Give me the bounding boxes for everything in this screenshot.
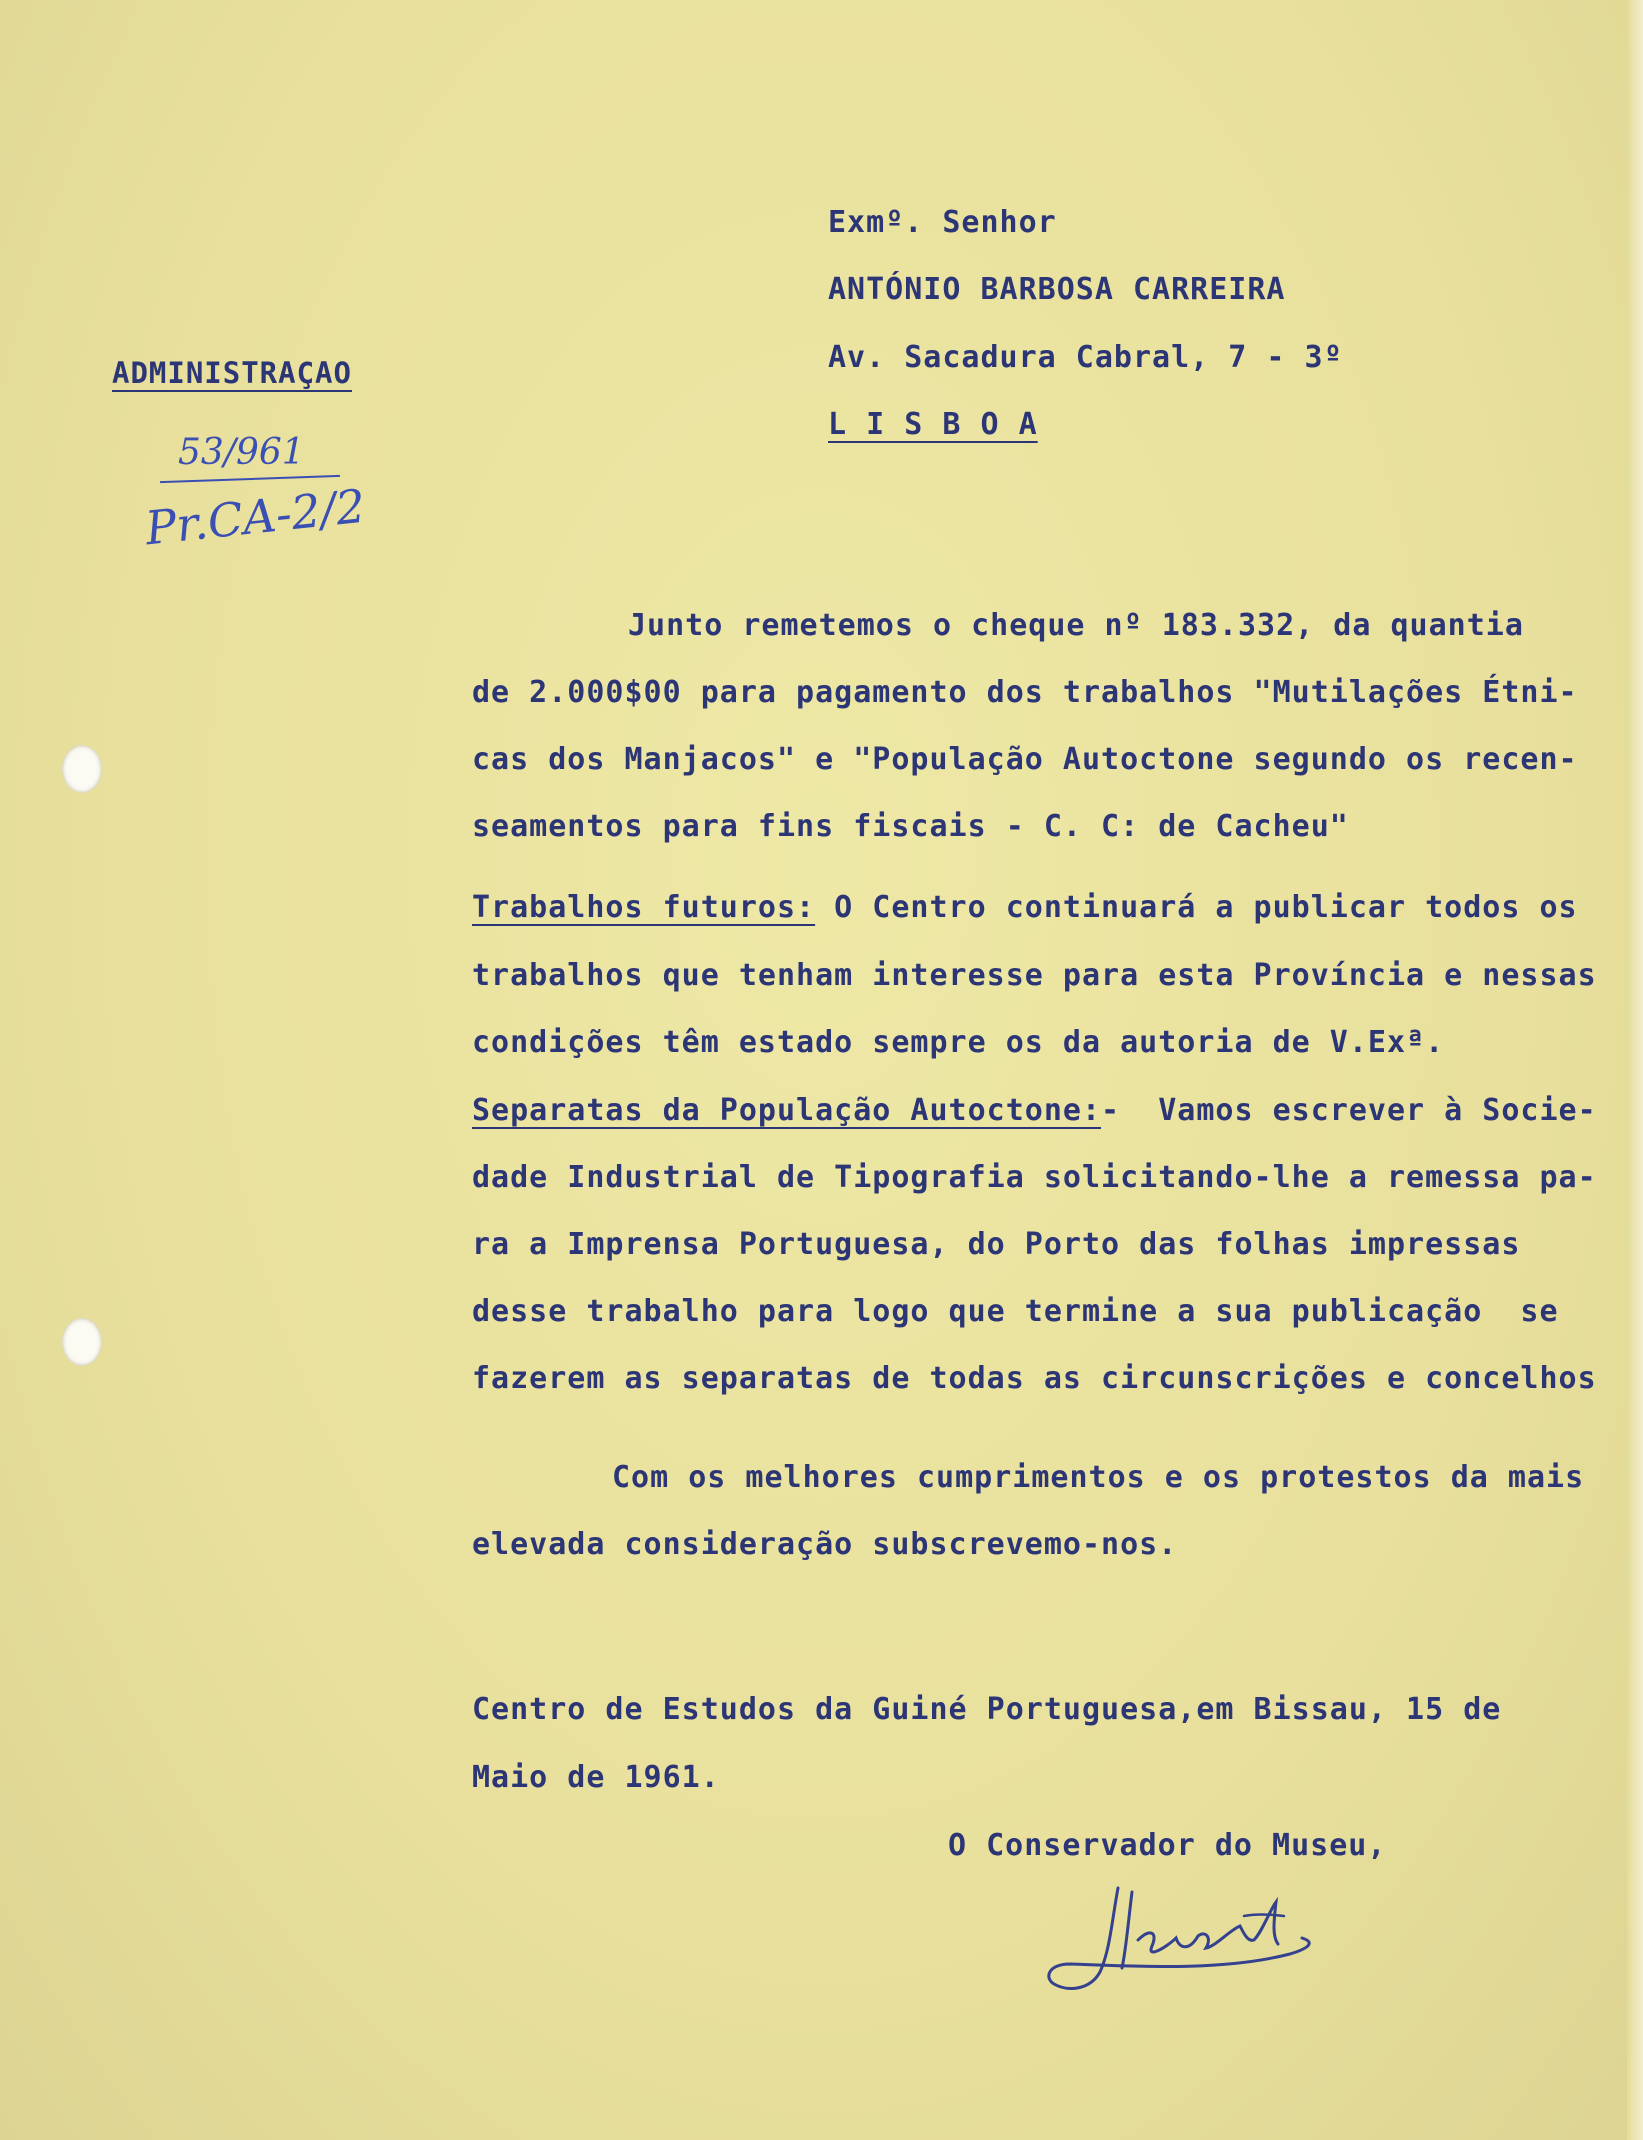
para3-line-1 bbox=[472, 1093, 1597, 1128]
admin-heading: ADMINISTRAÇAO bbox=[112, 356, 352, 390]
closing-line-2: elevada consideração subscrevemo-nos. bbox=[472, 1527, 1178, 1562]
address-name: ANTÓNIO BARBOSA CARREIRA bbox=[828, 272, 1286, 307]
address-city: L I S B O A bbox=[828, 407, 1038, 442]
para3-line-1-rest: - Vamos escrever à Socie- bbox=[1101, 1093, 1597, 1128]
address-street: Av. Sacadura Cabral, 7 - 3º bbox=[828, 340, 1343, 375]
paper-edge bbox=[1627, 0, 1643, 2140]
para1-line-3: cas dos Manjacos" e "População Autoctone segundo os recen- bbox=[472, 742, 1578, 777]
handwritten-underline bbox=[160, 475, 340, 483]
para3-line-3: ra a Imprensa Portuguesa, do Porto das folhas impressas bbox=[472, 1227, 1521, 1262]
place-date-line-1: Centro de Estudos da Guiné Portuguesa,em Bissau, 15 de bbox=[472, 1692, 1502, 1727]
punch-hole-bottom bbox=[62, 1318, 102, 1366]
handwritten-ref-code: Pr.CA-2/2 bbox=[142, 478, 368, 556]
address-salutation: Exmº. Senhor bbox=[828, 205, 1057, 240]
handwritten-signature bbox=[1040, 1880, 1340, 2010]
handwritten-ref-number: 53/961 bbox=[178, 432, 305, 473]
closing-line-1: Com os melhores cumprimentos e os protestos da mais bbox=[612, 1460, 1585, 1495]
para3-line-4: desse trabalho para logo que termine a sua publicação se bbox=[472, 1294, 1559, 1329]
para2-line-3: condições têm estado sempre os da autoria de V.Exª. bbox=[472, 1025, 1445, 1060]
para1-line-2: de 2.000$00 para pagamento dos trabalhos "Mutilações Étni- bbox=[472, 675, 1578, 710]
punch-hole-top bbox=[62, 745, 102, 793]
signer-title: O Conservador do Museu, bbox=[948, 1828, 1387, 1863]
para2-line-2: trabalhos que tenham interesse para esta Província e nessas bbox=[472, 958, 1597, 993]
para2-line-1 bbox=[472, 890, 1578, 925]
place-date-line-2: Maio de 1961. bbox=[472, 1760, 720, 1795]
para1-line-1: Junto remetemos o cheque nº 183.332, da quantia bbox=[628, 608, 1524, 643]
para1-line-4: seamentos para fins fiscais - C. C: de Cacheu" bbox=[472, 809, 1349, 844]
para3-line-2: dade Industrial de Tipografia solicitando-lhe a remessa pa- bbox=[472, 1160, 1597, 1195]
para3-line-5: fazerem as separatas de todas as circunscrições e concelhos bbox=[472, 1361, 1597, 1396]
para2-line-1-rest: O Centro continuará a publicar todos os bbox=[815, 890, 1578, 925]
para2-label: Trabalhos futuros: bbox=[472, 890, 816, 925]
para3-label: Separatas da População Autoctone: bbox=[472, 1093, 1102, 1128]
